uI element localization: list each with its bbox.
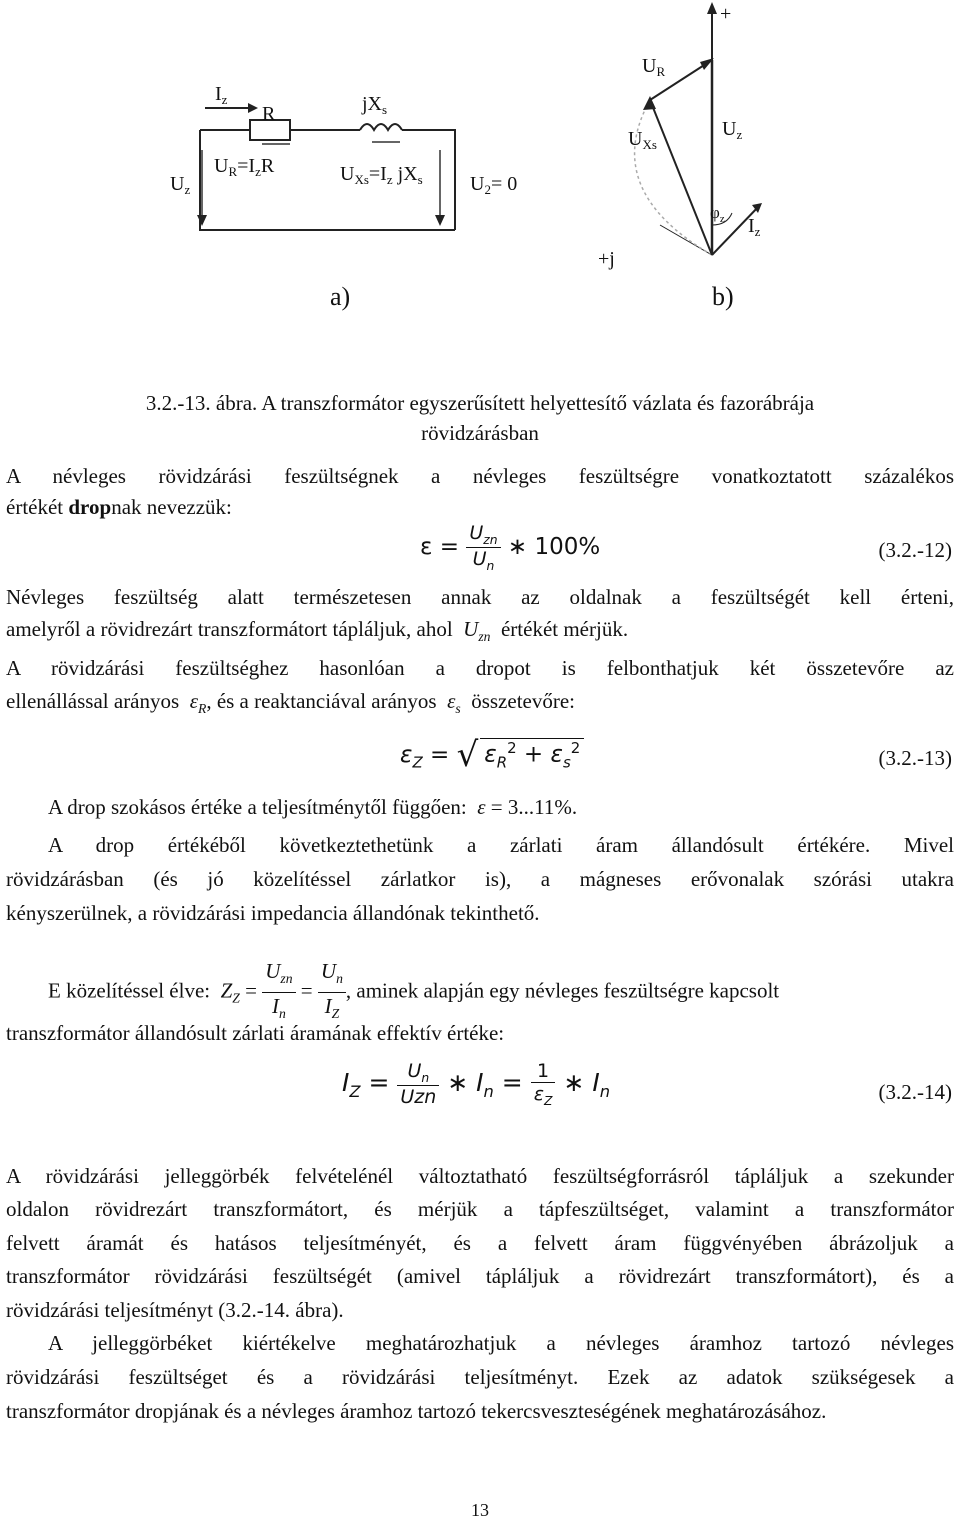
fig-phi-label: $\varphi_z$ [710,203,725,225]
fig-reactance-label: $jX_s$ [362,93,388,117]
p7-line4: transzformátor rövidzárási feszültségét (amivel tápláljuk a rövidrezárt transzformátort), és a [6,1264,954,1288]
phasor-ur [650,100,712,255]
figure-caption-line2: rövidzárásban [421,421,539,445]
p8-line3: transzformátor dropjának és a névleges áramhoz tartozó tekercsveszteségének meghatározásához. [6,1399,827,1423]
fig-current-label: $I_z$ [215,83,228,107]
p8-line1: A jelleggörbéket kiértékelve meghatározhatjuk a névleges áramhoz tartozó névleges [48,1331,954,1355]
fig-phasor-uz-label: $U_z$ [722,118,743,142]
p6-line2: transzformátor állandósult zárlati áramának effektív értéke: [6,1021,505,1045]
fig-ur-label: $U_R=I_zR$ [214,155,275,179]
current-arrowhead [248,103,258,113]
real-axis-arrowhead [707,2,717,14]
locus-circle [635,100,712,255]
p7-line2: oldalon rövidrezárt transzformátort, és mérjük a tápfeszültséget, valamint a transzformátor [6,1197,954,1221]
fig-plus-j-label: +j [598,248,615,270]
equation-number-14: (3.2.-14) [878,1080,952,1104]
p5-line2: rövidzárásban (és jó közelítéssel zárlatkor is), a mágneses erővonalak szórási utakra [6,867,954,891]
p7-line1: A rövidzárási jelleggörbék felvételénél változtatható feszültségforrásról tápláljuk a szekunder [6,1164,954,1188]
p1-line1: A névleges rövidzárási feszültségnek a névleges feszültségre vonatkoztatott százalékos [6,464,954,488]
fig-uz-label: $U_z$ [170,173,191,197]
u2-arrowhead [435,215,445,226]
equation-number-13: (3.2.-13) [878,746,952,770]
equation-number-12: (3.2.-12) [878,538,952,562]
p7-line3: felvett áramát és hatásos teljesítményét, és a felvett áram függvényében ábrázoljuk a [6,1231,954,1255]
inductor-symbol [360,124,402,130]
equation-3-2-13: $\varepsilon_Z$ = √ $\varepsilon_R^2 + \varepsilon_s^2$ [400,735,584,775]
equation-3-2-14: $I_Z$ = $\frac{U_n}{\text{Uzn}}$ ∗ $I_n$ = $\frac{1}{\varepsilon_Z}$ ∗ $I_n$ [342,1060,610,1108]
fig-ux-label: $U_{Xs}=I_z$ $jX_s$ [340,163,423,187]
figure-circuit-and-phasor [0,0,960,340]
fig-label-b: b) [712,282,734,311]
p2-line1: Névleges feszültség alatt természetesen annak az oldalnak a feszültségét kell érteni, [6,585,954,609]
fig-plus-label: + [720,3,732,25]
p6-line1: E közelítéssel élve: $Z_Z$ = $\frac{U_{zn}}{I_n}$ = $\frac{U_n}{I_Z}$ , aminek alapján egy névleges feszültségre kapcsolt [48,959,780,1022]
p3-line2: ellenállással arányos $\varepsilon_R$, és a reaktanciával arányos $\varepsilon_s$ összetevőre: [6,689,575,717]
p8-line2: rövidzárási feszültséget és a rövidzárási teljesítményt. Ezek az adatok szükségesek a [6,1365,954,1389]
page-number: 13 [471,1500,489,1520]
p2-line2: amelyről a rövidrezárt transzformátort tápláljuk, ahol $U_{zn}$ értékét mérjük. [6,617,629,645]
p4-line1: A drop szokásos értéke a teljesítménytől függően: ε = 3...11%. [48,795,578,819]
p7-line5: rövidzárási teljesítményt (3.2.-14. ábra). [6,1298,344,1322]
drop-term: drop [68,495,112,519]
equation-3-2-12: ε = $\frac{U_{zn}}{U_n}$ ∗ 100% [420,522,601,573]
fig-label-a: a) [330,282,351,311]
p5-line3: kényszerülnek, a rövidzárási impedancia állandónak tekinthető. [6,901,540,925]
figure-caption-line1: 3.2.-13. ábra. A transzformátor egyszerűsített helyettesítő vázlata és fazorábrája [145,391,815,415]
figure-svg [0,0,960,340]
fig-u2-label: $U_2= 0$ [470,173,518,197]
fig-phasor-iz-label: $I_z$ [748,215,761,239]
uz-arrowhead [197,215,207,226]
p1-line2: értékét dropnak nevezzük: [6,495,232,519]
fig-phasor-ur-label: $U_R$ [642,55,666,79]
p5-line1: A drop értékéből következtethetünk a zárlati áram állandósult értékére. Mivel [48,833,954,857]
p3-line1: A rövidzárási feszültséghez hasonlóan a dropot is felbonthatjuk két összetevőre az [6,656,954,680]
fig-phasor-uxs-label: $U_{Xs}$ [628,128,657,152]
fig-resistor-label: R [262,103,276,125]
